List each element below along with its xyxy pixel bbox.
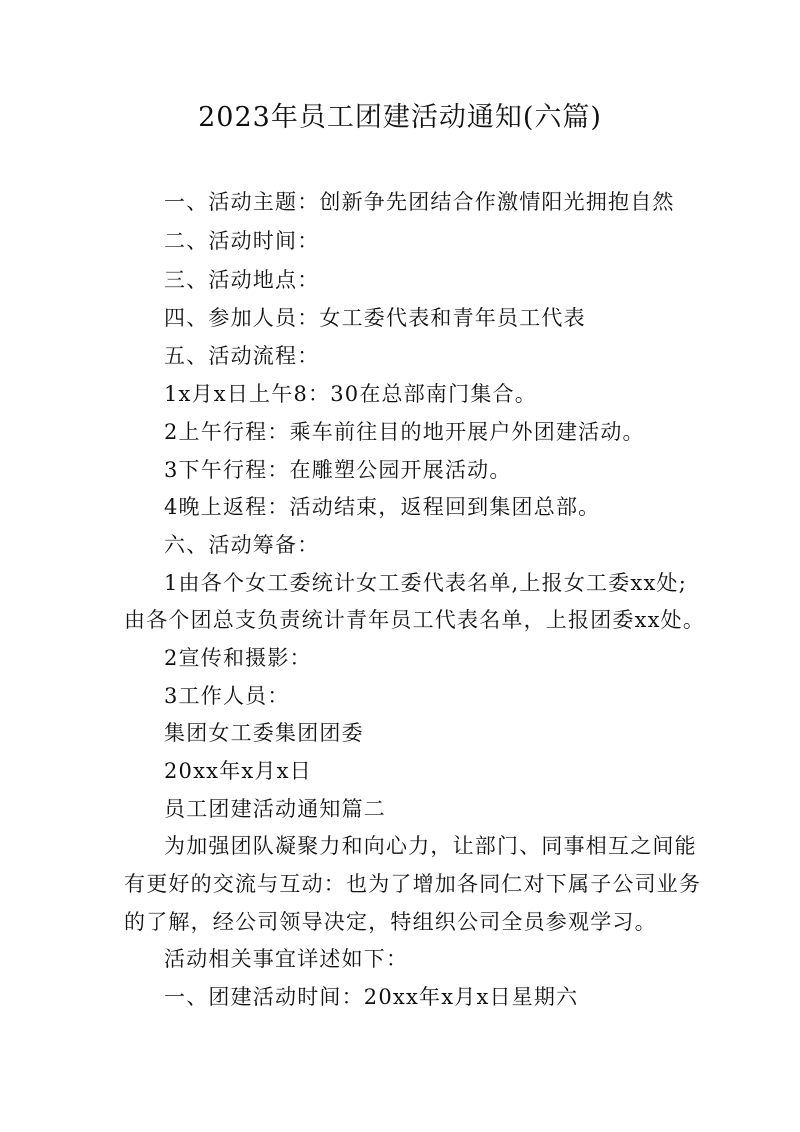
paragraph-line: 三、活动地点：	[164, 268, 320, 292]
paragraph-line: 由各个团总支负责统计青年员工代表名单，上报团委xx处。	[124, 608, 706, 632]
paragraph-line: 的了解，经公司领导决定，特组织公司全员参观学习。	[124, 910, 657, 934]
paragraph-line: 为加强团队凝聚力和向心力，让部门、同事相互之间能	[164, 834, 697, 858]
paragraph-line: 一、活动主题：创新争先团结合作激情阳光拥抱自然	[164, 190, 675, 214]
paragraph-line: 六、活动筹备：	[164, 533, 320, 557]
paragraph-line: 4晚上返程：活动结束，返程回到集团总部。	[164, 495, 601, 519]
paragraph-line: 二、活动时间：	[164, 229, 320, 253]
paragraph-line: 1由各个女工委统计女工委代表名单,上报女工委xx处;	[164, 571, 687, 595]
paragraph-line: 集团女工委集团团委	[164, 721, 364, 745]
paragraph-line: 四、参加人员：女工委代表和青年员工代表	[164, 306, 586, 330]
paragraph-line: 员工团建活动通知篇二	[164, 797, 386, 821]
paragraph-line: 1x月x日上午8：30在总部南门集合。	[164, 382, 537, 406]
paragraph-line: 活动相关事宜详述如下：	[164, 947, 409, 971]
paragraph-line: 五、活动流程：	[164, 344, 320, 368]
paragraph-line: 3下午行程：在雕塑公园开展活动。	[164, 458, 512, 482]
paragraph-line: 2上午行程：乘车前往目的地开展户外团建活动。	[164, 420, 645, 444]
paragraph-line: 有更好的交流与互动：也为了增加各同仁对下属子公司业务	[124, 872, 702, 896]
document-title: 2023年员工团建活动通知(六篇)	[198, 102, 602, 133]
paragraph-line: 3工作人员：	[164, 684, 290, 708]
paragraph-line: 2宣传和摄影：	[164, 646, 312, 670]
paragraph-line: 一、团建活动时间：20xx年x月x日星期六	[164, 985, 579, 1009]
paragraph-line: 20xx年x月x日	[164, 759, 312, 783]
